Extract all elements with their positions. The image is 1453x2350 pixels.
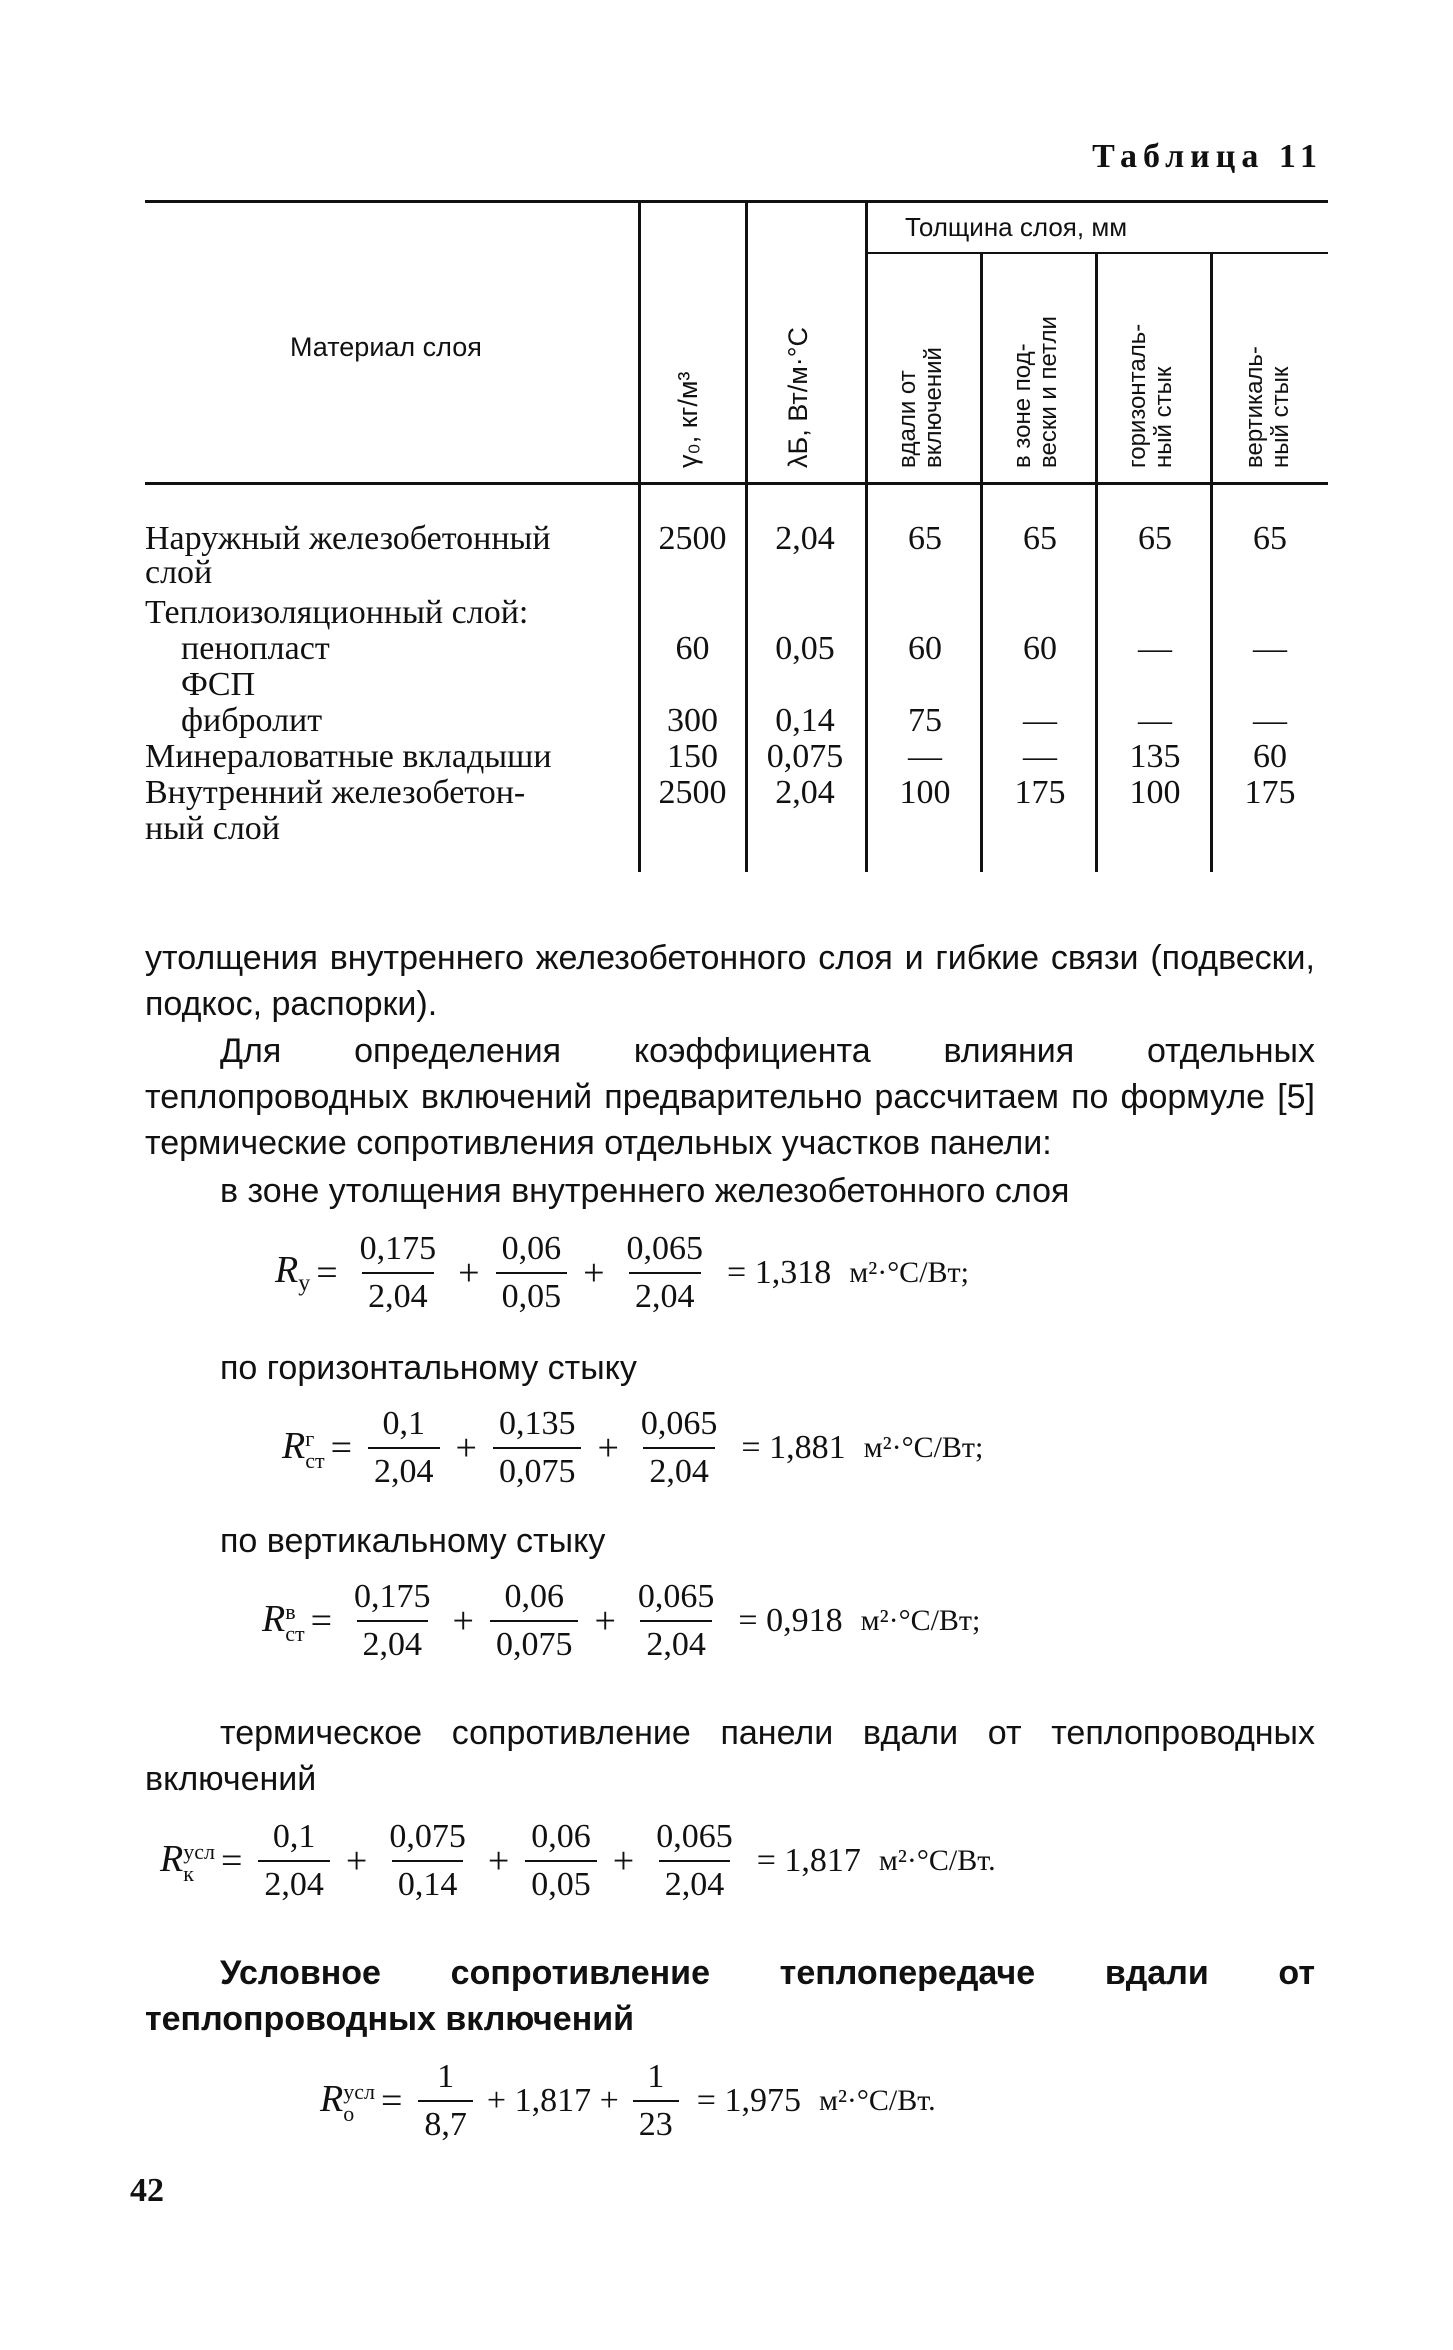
cell-thick-vertical: —: [1253, 630, 1287, 667]
fraction: $\frac{0,06}{0,05}$: [496, 1230, 568, 1316]
cell-conductivity: 0,14: [775, 702, 835, 739]
formula-rk-usl: R усл к = $\frac{0,1}{2,04}$ + $\frac{0,075}{0,14}$ + $\frac{0,06}{0,05}$ + $\frac{0,065}{2,04}$ = 1,817 м²·°С/Вт.: [160, 1818, 996, 1903]
paragraph: Условное сопротивление теплопередаче вдали от теплопроводных включений: [145, 1954, 1315, 2038]
cell-thick-hanger: —: [1023, 702, 1057, 739]
formula-unit: м²·°С/Вт.: [818, 2084, 936, 2117]
cell-thick-far: —: [908, 738, 942, 775]
paragraph: утолщения внутреннего железобетонного слоя и гибкие связи (подвески, подкос, распорки).: [145, 939, 1315, 1023]
row-material-line: пенопласт: [181, 630, 330, 667]
fraction: $\frac{0,065}{2,04}$: [640, 1405, 718, 1490]
formula-ry: $R_у$ = $\frac{0,175}{2,04}$ + $\frac{0,06}{0,05}$ + $\frac{0,065}{2,04}$ = 1,318 м²·°С/Вт;: [275, 1230, 969, 1315]
header-conductivity: λБ, Вт/м·°С: [783, 326, 813, 468]
fraction: $\frac{0,135}{0,075}$: [493, 1405, 582, 1491]
formula-unit: м²·°С/Вт;: [860, 1604, 981, 1637]
formula-result: = 0,918: [738, 1602, 843, 1639]
formula-symbol: R усл к: [160, 1838, 215, 1886]
cell-density: 300: [667, 702, 718, 739]
formula-result: = 1,817: [756, 1842, 861, 1879]
fraction: $\frac{0,065}{2,04}$: [626, 1230, 704, 1315]
formula-rst-g: R г ст = $\frac{0,1}{2,04}$ + $\frac{0,135}{0,075}$ + $\frac{0,065}{2,04}$ = 1,881 м²·°С/Вт;: [282, 1405, 984, 1490]
header-thickness-group: Толщина слоя, мм: [905, 212, 1128, 242]
row-material-line: ный слой: [145, 810, 280, 847]
paragraph: по вертикальному стыку: [220, 1522, 606, 1560]
fraction: $\frac{1}{23}$: [633, 2058, 679, 2144]
cell-density: 150: [667, 738, 718, 775]
formula-symbol: R г ст: [282, 1425, 325, 1473]
formula-result: = 1,881: [741, 1429, 846, 1466]
formula-rst-v: R в ст = $\frac{0,175}{2,04}$ + $\frac{0,06}{0,075}$ + $\frac{0,065}{2,04}$ = 0,918 м²·°С/Вт;: [262, 1578, 981, 1663]
fraction: $\frac{0,175}{2,04}$: [359, 1230, 437, 1315]
row-material-line: слой: [145, 554, 213, 591]
col-divider: [638, 200, 641, 872]
formula-result: = 1,975: [696, 2082, 801, 2119]
fraction: $\frac{0,175}{2,04}$: [354, 1578, 431, 1663]
fraction: $\frac{0,06}{0,05}$: [525, 1818, 597, 1904]
formula-result: = 1,318: [727, 1254, 832, 1291]
cell-density: 2500: [658, 520, 727, 557]
formula-symbol: $R_у$: [275, 1249, 311, 1297]
cell-thick-far: 65: [908, 520, 942, 557]
formula-middle: + 1,817 +: [486, 2082, 619, 2119]
fraction: $\frac{0,075}{0,14}$: [389, 1818, 466, 1903]
page-number: 42: [130, 2172, 164, 2209]
formula-unit: м²·°С/Вт;: [863, 1431, 984, 1464]
cell-thick-far: 75: [908, 702, 942, 739]
paragraph: по горизонтальному стыку: [220, 1349, 637, 1387]
cell-thick-hanger: 60: [1023, 630, 1057, 667]
paragraph: Для определения коэффициента влияния отдельных теплопроводных включений предварительно рассчитаем по формуле [5] термические сопротивления отдельных участков панели:: [145, 1032, 1315, 1162]
fraction: $\frac{0,065}{2,04}$: [656, 1818, 733, 1903]
col-divider: [1210, 252, 1213, 872]
col-divider: [980, 252, 983, 872]
formula-unit: м²·°С/Вт.: [878, 1844, 996, 1877]
formula-symbol: R в ст: [262, 1598, 305, 1646]
cell-thick-vertical: 65: [1253, 520, 1287, 557]
formula-symbol: R усл о: [320, 2078, 375, 2126]
col-divider: [1095, 252, 1098, 872]
cell-thick-hanger: 175: [1014, 774, 1066, 811]
cell-thick-horizontal: —: [1138, 630, 1172, 667]
fraction: $\frac{0,06}{0,075}$: [490, 1578, 579, 1664]
fraction: $\frac{1}{8,7}$: [418, 2058, 473, 2144]
cell-density: 2500: [658, 774, 727, 811]
header-thick-horizontal: горизонталь- ный стык: [1124, 323, 1177, 468]
row-material-line: Наружный железобетонный: [145, 520, 551, 557]
cell-thick-far: 100: [899, 774, 951, 811]
row-material-line: Внутренний железобетон-: [145, 774, 526, 811]
cell-conductivity: 2,04: [775, 520, 835, 557]
cell-thick-vertical: 60: [1253, 738, 1287, 775]
row-material-line: фибролит: [181, 702, 323, 739]
col-divider: [745, 200, 748, 872]
header-density: γ₀, кг/м³: [673, 371, 703, 468]
header-thick-far: вдали от включений: [894, 347, 947, 468]
cell-thick-horizontal: 65: [1138, 520, 1172, 557]
row-material-line: Минераловатные вкладыши: [145, 738, 552, 775]
cell-thick-hanger: 65: [1023, 520, 1057, 557]
cell-thick-horizontal: 135: [1129, 738, 1181, 775]
row-material-line: Теплоизоляционный слой:: [145, 594, 529, 631]
col-divider: [865, 200, 868, 872]
table-caption: Таблица 11: [1092, 138, 1323, 175]
paragraph: термическое сопротивление панели вдали от теплопроводных включений: [145, 1714, 1315, 1798]
fraction: $\frac{0,1}{2,04}$: [368, 1405, 440, 1491]
header-material: Материал слоя: [290, 332, 482, 362]
cell-conductivity: 0,075: [766, 738, 844, 775]
cell-thick-far: 60: [908, 630, 942, 667]
cell-conductivity: 0,05: [775, 630, 835, 667]
formula-ro-usl: R усл о = $\frac{1}{8,7}$ + 1,817 + $\frac{1}{23}$ = 1,975 м²·°С/Вт.: [320, 2058, 936, 2143]
fraction: $\frac{0,065}{2,04}$: [637, 1578, 715, 1663]
cell-thick-vertical: 175: [1244, 774, 1296, 811]
cell-thick-vertical: —: [1253, 702, 1287, 739]
cell-conductivity: 2,04: [775, 774, 835, 811]
cell-density: 60: [675, 630, 710, 667]
row-material-line: ФСП: [181, 666, 256, 703]
paragraph: в зоне утолщения внутреннего железобетонного слоя: [220, 1172, 1070, 1210]
cell-thick-horizontal: —: [1138, 702, 1172, 739]
materials-table: [145, 200, 1328, 880]
formula-unit: м²·°С/Вт;: [849, 1256, 969, 1289]
table-top-rule: [145, 200, 1328, 203]
header-thick-vertical: вертикаль- ный стык: [1241, 346, 1294, 468]
table-header-rule: [145, 482, 1328, 485]
header-thick-hanger: в зоне под- вески и петли: [1009, 316, 1062, 468]
fraction: $\frac{0,1}{2,04}$: [258, 1818, 330, 1904]
cell-thick-hanger: —: [1023, 738, 1057, 775]
cell-thick-horizontal: 100: [1129, 774, 1181, 811]
